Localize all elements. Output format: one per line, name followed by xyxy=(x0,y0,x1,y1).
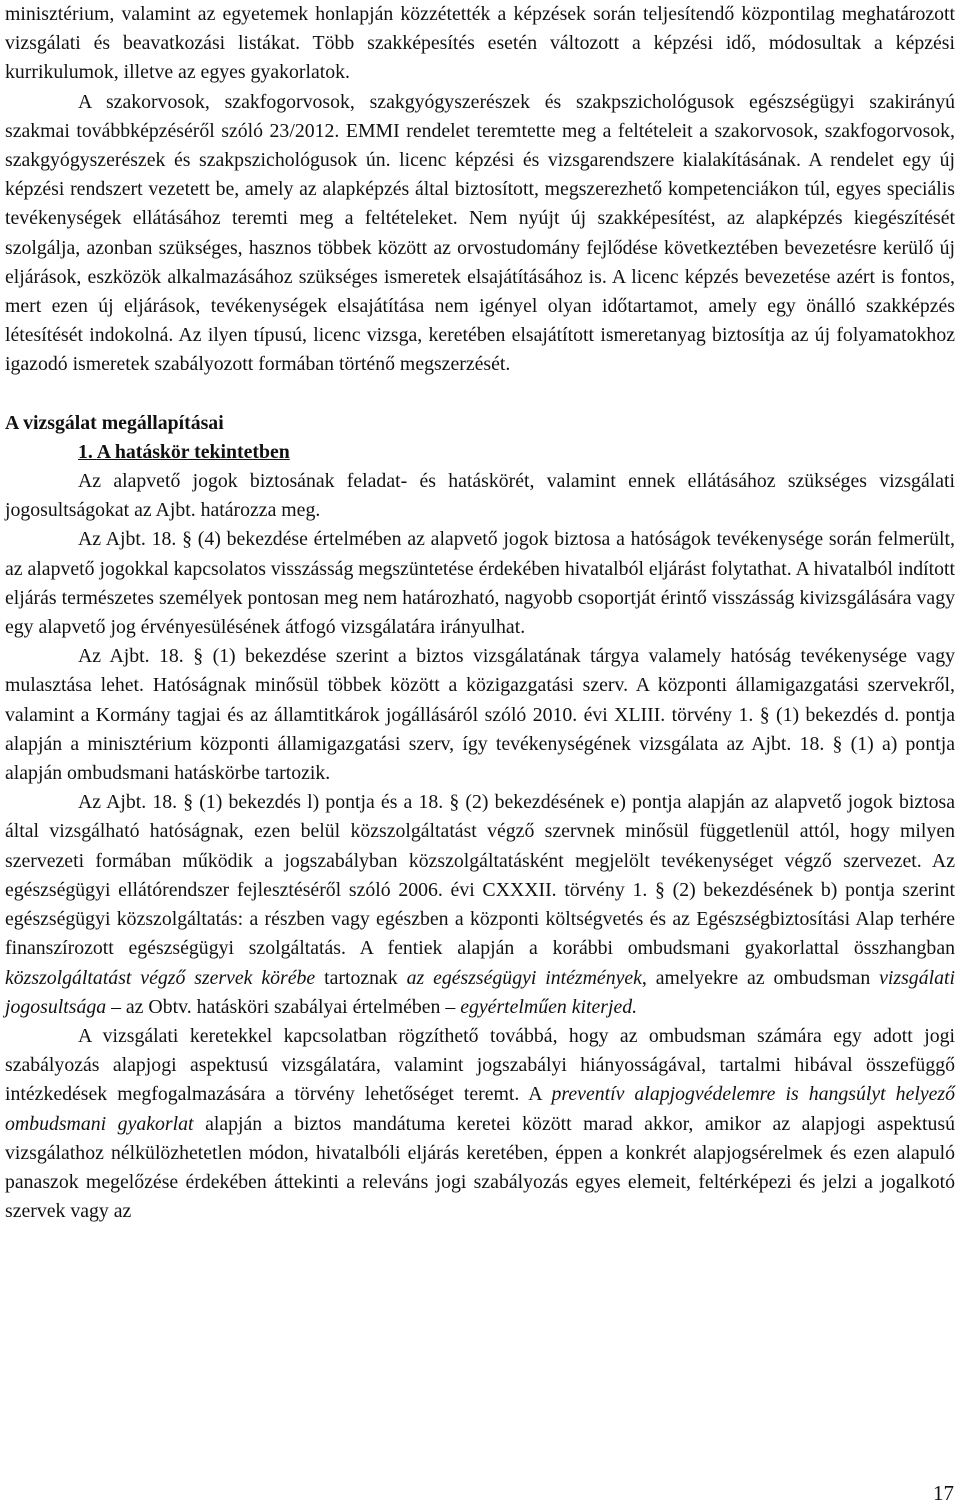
italic-run: preventív alapjogvédelemre is hangsúlyt helyező ombudsmani gyakorlat xyxy=(5,1083,955,1135)
italic-run: az egészségügyi intézmények xyxy=(406,966,642,989)
text-run: A vizsgálati keretekkel kapcsolatban rögzíthető továbbá, hogy az ombudsman számára egy adott jogi szabályozás alapjogi aspektusú vizsgálatára, valamint jogszabályi hiányosságával, tartalmi hibával összefüggő intézkedések megfogalmazására a törvény lehetőséget teremt. A xyxy=(5,1024,955,1106)
subsection-heading xyxy=(5,438,955,467)
text-run: alapján a biztos mandátuma keretei között marad akkor, amikor az alapjogi aspektusú vizsgálathoz nélkülözhetetlen módon, hivatalbóli eljárás keretében, éppen a konkrét alapjogsérelmek és ezen alapuló panaszok megelőzése érdekében áttekinti a releváns jogi szabályozás egyes elemeit, feltérképezi és jelzi a jogalkotó szervek vagy az xyxy=(5,1112,955,1223)
section-heading: A vizsgálat megállapításai xyxy=(5,411,224,434)
subsection-number: 1. xyxy=(78,440,97,463)
italic-run: egyértelműen kiterjed. xyxy=(460,995,638,1018)
paragraph-6 xyxy=(5,788,955,1022)
text-run: , amelyekre az ombudsman xyxy=(641,966,880,989)
page-number: 17 xyxy=(933,1481,954,1505)
text-run: Az Ajbt. 18. § (1) bekezdés l) pontja és a 18. § (2) bekezdésének e) pontja alapján az alapvető jogok biztosa által vizsgálható hatóságnak, ezen belül közszolgáltatást végző szervnek minősül függetlenül attól, hogy milyen szervezeti formában működik a jogszabályban közszolgáltatásként megjelölt tevékenységet végző szervezet. Az egészségügyi ellátórendszer fejlesztéséről szóló 2006. évi CXXXII. törvény 1. § (2) bekezdésének b) pontja szerint egészségügyi közszolgáltatás: a részben vagy egészben a központi költségvetés és az Egészségbiztosítási Alap terhére finanszírozott egészségügyi szolgáltatás. A fentiek alapján a korábbi ombudsmani gyakorlattal összhangban xyxy=(5,791,955,960)
text-run: – az Obtv. hatásköri szabályai értelmében – xyxy=(106,995,461,1018)
paragraph-3: Az alapvető jogok biztosának feladat- és hatáskörét, valamint ennek ellátásához szükséges vizsgálati jogosultságokat az Ajbt. határozza meg. xyxy=(5,470,955,522)
text-run: tartoznak xyxy=(315,966,407,989)
paragraph-5: Az Ajbt. 18. § (1) bekezdése szerint a biztos vizsgálatának tárgya valamely hatóság tevékenysége vagy mulasztása lehet. Hatóságnak minősül többek között a közigazgatási szerv. A központi államigazgatási szervekről, valamint a Kormány tagjai és az államtitkárok jogállásáról szóló 2010. évi XLIII. törvény 1. § (1) bekezdés d. pontja alapján a minisztérium központi államigazgatási szerv, így tevékenységének vizsgálata az Ajbt. 18. § (1) a) pontja alapján ombudsmani hatáskörbe tartozik. xyxy=(5,645,955,785)
document-page xyxy=(5,0,955,1226)
paragraph-1: minisztérium, valamint az egyetemek honlapján közzétették a képzések során teljesítendő központilag meghatározott vizsgálati és beavatkozási listákat. Több szakképesítés esetén változott a képzési idő, módosultak a képzési kurrikulumok, illetve az egyes gyakorlatok. xyxy=(5,3,955,84)
italic-run: közszolgáltatást végző szervek körébe xyxy=(5,966,316,989)
paragraph-2: A szakorvosok, szakfogorvosok, szakgyógyszerészek és szakpszichológusok egészségügyi szakirányú szakmai továbbképzéséről szóló 23/2012. EMMI rendelet teremtette meg a feltételeit a szakorvosok, szakfogorvosok, szakgyógyszerészek és szakpszichológusok ún. licenc képzési és vizsgarendszere kialakításának. A rendelet egy új képzési rendszert vezetett be, amely az alapképzés által biztosított, megszerezhető kompetenciákon túl, egyes speciális tevékenységek ellátásához teremti meg a feltételeket. Nem nyújt új szakképesítést, az alapképzés kiegészítését szolgálja, azonban szükséges, hasznos többek között az orvostudomány fejlődése következtében bevezetésre kerülő új eljárások, eszközök alkalmazásához szükséges ismeretek elsajátításához is. A licenc képzés bevezetése azért is fontos, mert ezen új eljárások, tevékenységek elsajátítása nem igényel olyan időtartamot, amely egy önálló szakképzés létesítését indokolná. Az ilyen típusú, licenc vizsga, keretében elsajátított ismeretanyag biztosítja az új folyamatokhoz igazodó ismeretek szabályozott formában történő megszerzését. xyxy=(5,90,955,376)
subsection-title: A hatáskör tekintetben xyxy=(96,440,290,463)
paragraph-4: Az Ajbt. 18. § (4) bekezdése értelmében az alapvető jogok biztosa a hatóságok tevékenysége során felmerült, az alapvető jogokkal kapcsolatos visszásság megszüntetése érdekében hivatalból eljárást folytathat. A hivatalból indított eljárás természetes személyek pontosan meg nem határozható, nagyobb csoportját érintő visszásság kivizsgálására vagy egy alapvető jog érvényesülésének átfogó vizsgálatára irányulhat. xyxy=(5,528,955,639)
paragraph-7 xyxy=(5,1022,955,1226)
italic-run: vizsgálati jogosultsága xyxy=(5,966,955,1018)
